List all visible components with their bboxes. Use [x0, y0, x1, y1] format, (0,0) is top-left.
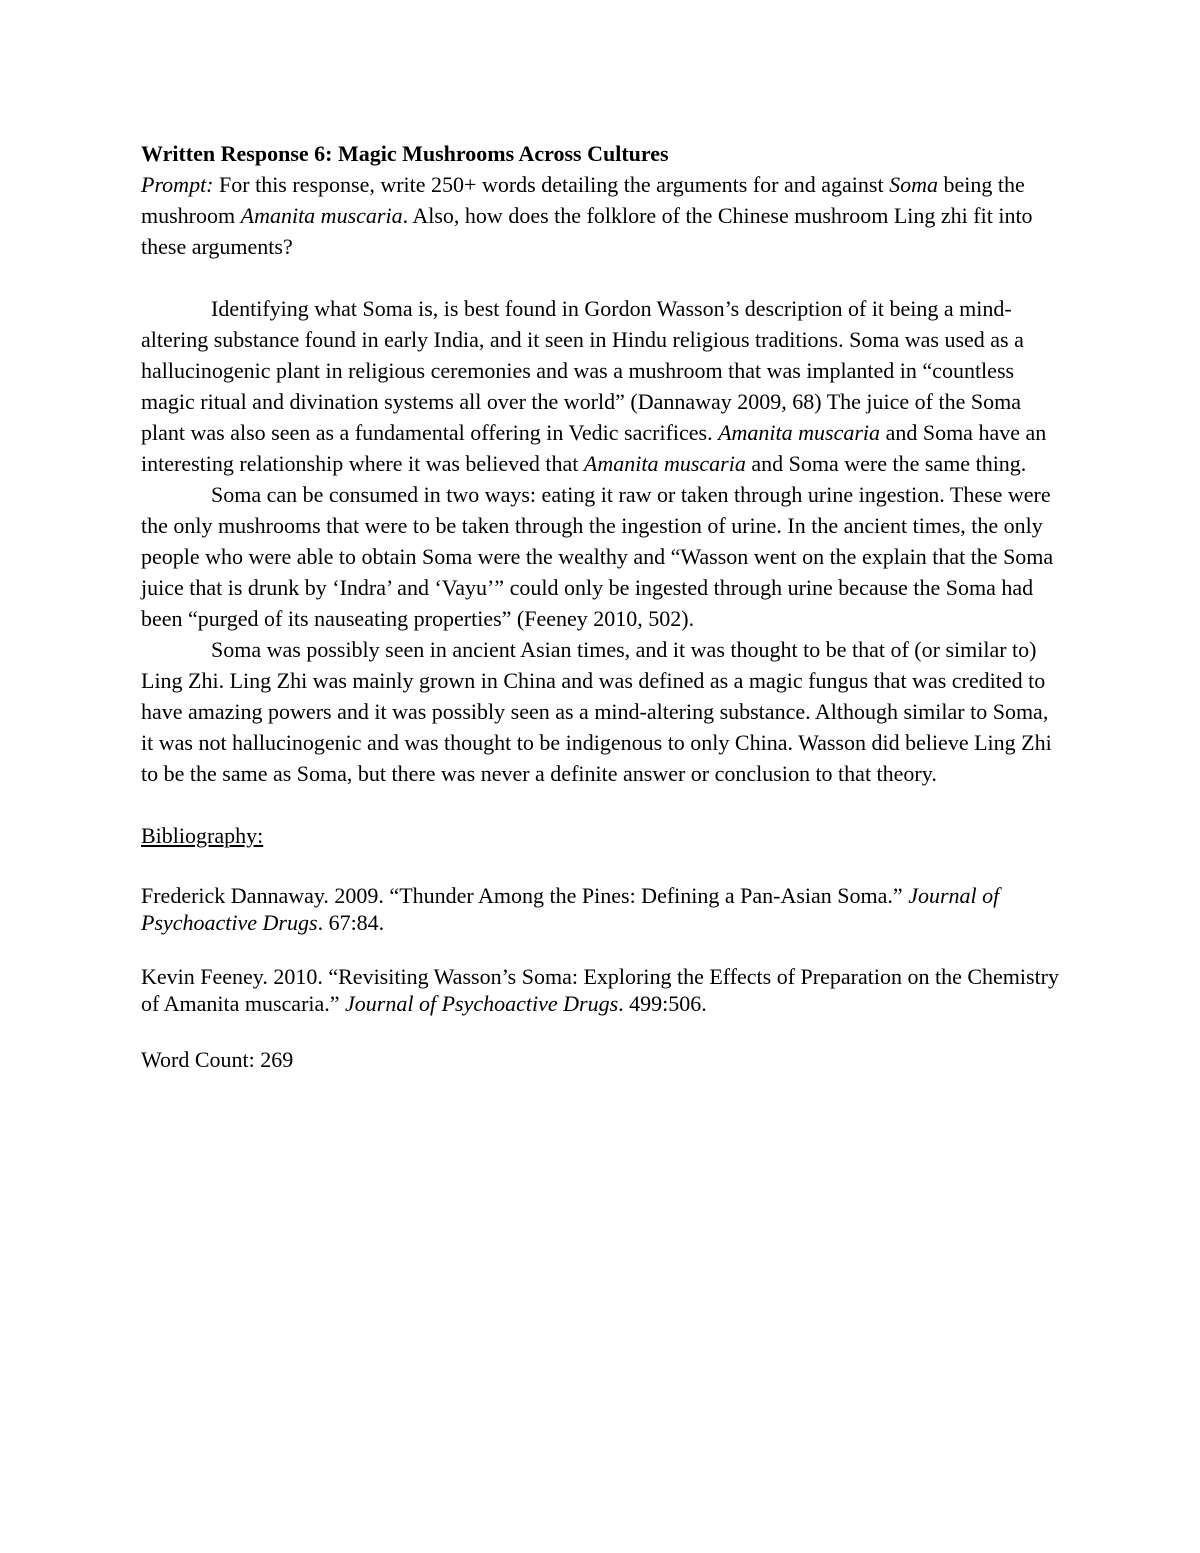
prompt-soma: Soma — [889, 172, 938, 197]
bibliography-entry-1 — [141, 882, 1066, 936]
prompt-text — [141, 169, 1066, 262]
bibliography-heading: Bibliography: — [141, 823, 264, 848]
word-count: Word Count: 269 — [141, 1047, 294, 1072]
bib-entry-1-text: Frederick Dannaway. 2009. “Thunder Among the Pines: Defining a Pan-Asian Soma.” — [141, 883, 909, 908]
bib-entry-1-pages: . 67:84. — [317, 910, 385, 935]
body-paragraph-2: Soma can be consumed in two ways: eating it raw or taken through urine ingestion. These were the only mushrooms that were to be taken through the ingestion of urine. In the ancient times, the only people who were able to obtain Soma were the wealthy and “Wasson went on the explain that the Soma juice that is drunk by ‘Indra’ and ‘Vayu’” could only be ingested through urine because the Soma had been “purged of its nauseating properties” (Feeney 2010, 502). — [141, 482, 1054, 631]
prompt-text-1: For this response, write 250+ words detailing the arguments for and against — [213, 172, 890, 197]
document-page — [141, 138, 1066, 1075]
body-paragraph-1 — [141, 293, 1066, 479]
p1-text-3: and Soma were the same thing. — [745, 451, 1027, 476]
bib-entry-2-journal: Journal of Psychoactive Drugs — [345, 991, 619, 1016]
bib-entry-2-pages: . 499:506. — [618, 991, 707, 1016]
body-paragraph-3: Soma was possibly seen in ancient Asian times, and it was thought to be that of (or similar to) Ling Zhi. Ling Zhi was mainly grown in China and was defined as a magic fungus that was credited to have amazing powers and it was possibly seen as a mind-altering substance. Although similar to Soma, it was not hallucinogenic and was thought to be indigenous to only China. Wasson did believe Ling Zhi to be the same as Soma, but there was never a definite answer or conclusion to that theory. — [141, 637, 1052, 786]
prompt-text-2: being the mushroom — [141, 172, 1025, 228]
bib-entry-1-journal: Journal of Psychoactive Drugs — [141, 883, 1000, 935]
bibliography-entry-2 — [141, 963, 1066, 1017]
prompt-amanita: Amanita muscaria — [240, 203, 403, 228]
document-title: Written Response 6: Magic Mushrooms Across Cultures — [141, 141, 669, 166]
prompt-text-3: . Also, how does the folklore of the Chinese mushroom Ling zhi fit into these arguments? — [141, 203, 1033, 259]
prompt-label: Prompt: — [141, 172, 214, 197]
p1-italic-1: Amanita muscaria — [718, 420, 881, 445]
p1-text-1: Identifying what Soma is, is best found in Gordon Wasson’s description of it being a mind-altering substance found in early India, and it seen in Hindu religious traditions. Soma was used as a hallucinogenic plant in religious ceremonies and was a mushroom that was implanted in “countless magic ritual and divination systems all over the world” (Dannaway 2009, 68) The juice of the Soma plant was also seen as a fundamental offering in Vedic sacrifices. — [141, 296, 1024, 445]
bib-entry-2-text: Kevin Feeney. 2010. “Revisiting Wasson’s Soma: Exploring the Effects of Preparation on the Chemistry of Amanita muscaria.” — [141, 964, 1060, 1016]
p1-italic-2: Amanita muscaria — [583, 451, 746, 476]
p1-text-2: and Soma have an interesting relationship where it was believed that — [141, 420, 1047, 476]
